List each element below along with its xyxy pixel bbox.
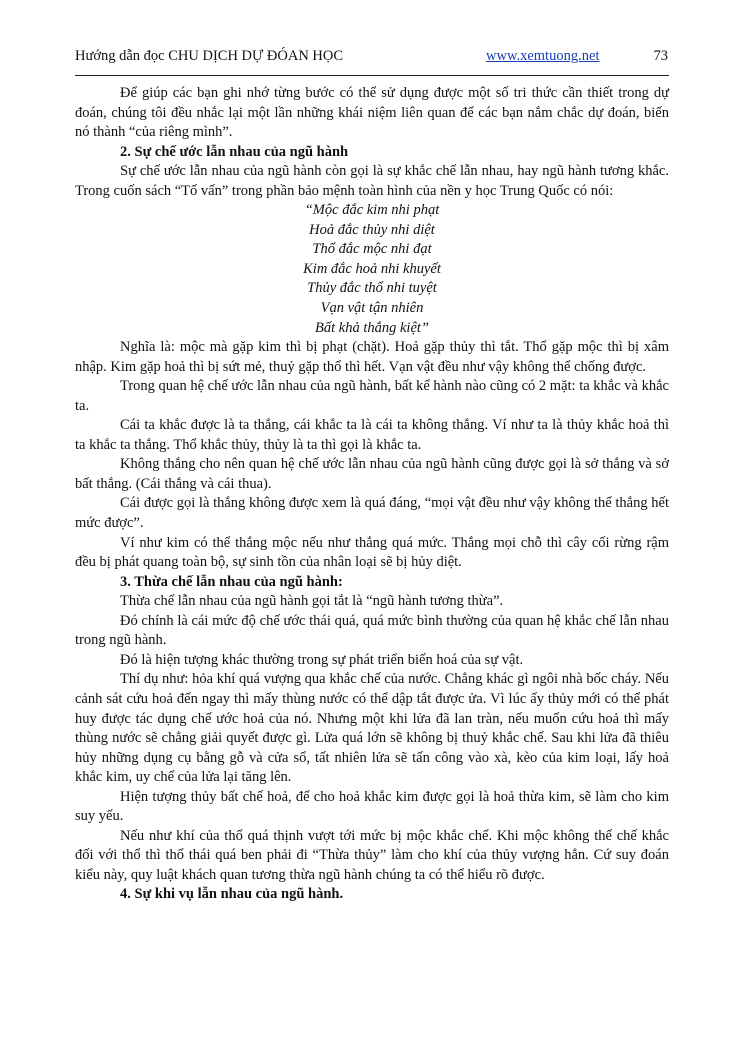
verse-line: Bất khả thắng kiệt” [315,319,429,336]
section-heading-2: 2. Sự chế ước lẫn nhau của ngũ hành [120,143,349,160]
verse-line: “Mộc đắc kim nhi phạt [304,202,440,219]
paragraph: Thí dụ như: hỏa khí quá vượng qua khắc chế của nước. Chẳng khác gì ngôi nhà bốc cháy. Nếu cảnh sát cứu hoả đến ngay thì mấy thùng nước có thể dập tắt được ửa. Vì lúc ấy thủy mới có thể phát huy được tác dụng chế ước hoả của nó. Nhưng một khi lửa đã lan tràn, nếu muốn cứu hoả thì mấy thùng nước sẽ chẳng giải quyết được gì. Lửa quá lớn sẽ không bị thuỷ khắc chế. Sau khi lửa đã thiêu hủy những dụng cụ bằng gỗ và cửa sổ, tất nhiên lửa sẽ tấn công vào xà, kèo của kim loại, lấy hoả khắc kim, uy chế của lửa lại tăng lên. [75,671,669,786]
verse-line: Vạn vật tận nhiên [320,300,424,317]
paragraph: Đó chính là cái mức độ chế ước thái quá, quá mức bình thường của quan hệ khắc chế lẫn nhau trong ngũ hành. [75,612,669,649]
website-link[interactable]: www.xemtuong.net [486,48,600,64]
section-heading-3: 3. Thừa chế lẫn nhau của ngũ hành: [120,573,343,590]
page-header [75,47,669,67]
paragraph-intro: Để giúp các bạn ghi nhớ từng bước có thể sử dụng được một số tri thức cần thiết trong dự đoán, chúng tôi đều nhắc lại một lần những khái niệm liên quan để các bạn nắm chắc dự đoán, biến nó thành “của riêng mình”. [75,85,669,141]
book-title: Hướng dẫn đọc CHU DỊCH DỰ ĐÓAN HỌC [75,48,344,64]
paragraph: Đó là hiện tượng khác thường trong sự phát triển biến hoá của sự vật. [120,651,524,668]
verse-line: Kim đắc hoả nhi khuyết [303,260,441,277]
paragraph: Thừa chế lẫn nhau của ngũ hành gọi tắt là “ngũ hành tương thừa”. [120,593,504,610]
quoted-verse [75,201,669,338]
verse-line: Thủy đắc thổ nhi tuyệt [307,280,437,297]
paragraph: Sự chế ước lẫn nhau của ngũ hành còn gọi là sự khắc chế lẫn nhau, hay ngũ hành tương khắc. Trong cuốn sách “Tố vấn” trong phần bảo mệnh toàn hình của nền y học Trung Quốc có nói: [75,163,669,199]
paragraph: Hiện tượng thủy bất chế hoả, để cho hoả khắc kim được gọi là hoả thừa kim, sẽ làm cho kim suy yếu. [75,788,669,825]
paragraph: Trong quan hệ chế ước lẫn nhau của ngũ hành, bất kể hành nào cũng có 2 mặt: ta khắc và khắc ta. [75,378,669,414]
paragraph: Nghĩa là: mộc mà gặp kim thì bị phạt (chặt). Hoả gặp thủy thì tắt. Thổ gặp mộc thì bị xâm nhập. Kim gặp hoả thì bị sứt mẻ, thuỷ gặp thổ thì hết. Vạn vật đều như vậy không thể chống được. [75,339,669,375]
page-body [75,84,669,905]
paragraph: Nếu như khí của thổ quá thịnh vượt tới mức bị mộc khắc chế. Khi mộc không thể chế khắc đối với thổ thì thổ thái quá ben phải đi “Thừa thủy” làm cho khí của thủy vượng hẳn. Cứ suy đoán kiểu này, quy luật khách quan tương thừa ngũ hành chúng ta có thể hiểu rõ được. [75,827,669,883]
paragraph: Ví như kim có thể thắng mộc nếu như thắng quá mức. Thắng mọi chỗ thì cây cối rừng rậm đều bị phát quang toàn bộ, sự sinh tồn của nhân loại sẽ bị hủy diệt. [75,534,669,571]
section-heading-4: 4. Sự khi vụ lẫn nhau của ngũ hành. [120,886,344,903]
paragraph: Cái được gọi là thắng không được xem là quá đáng, “mọi vật đều như vậy không thể thắng hết mức được”. [75,495,669,532]
paragraph: Không thắng cho nên quan hệ chế ước lẫn nhau của ngũ hành cũng được gọi là sở thắng và sở bất thắng. (Cái thắng và cái thua). [75,456,669,492]
verse-line: Hoả đắc thủy nhi diệt [309,221,435,238]
page-number: 73 [653,48,668,64]
paragraph: Cái ta khắc được là ta thắng, cái khắc ta là cái ta không thắng. Ví như ta là thủy khắc hoả thì ta khắc ta thắng. Thổ khắc thủy, thủy là ta thì gọi là khắc ta. [75,417,669,453]
verse-line: Thổ đắc mộc nhi đạt [312,241,432,258]
header-divider [75,75,669,76]
